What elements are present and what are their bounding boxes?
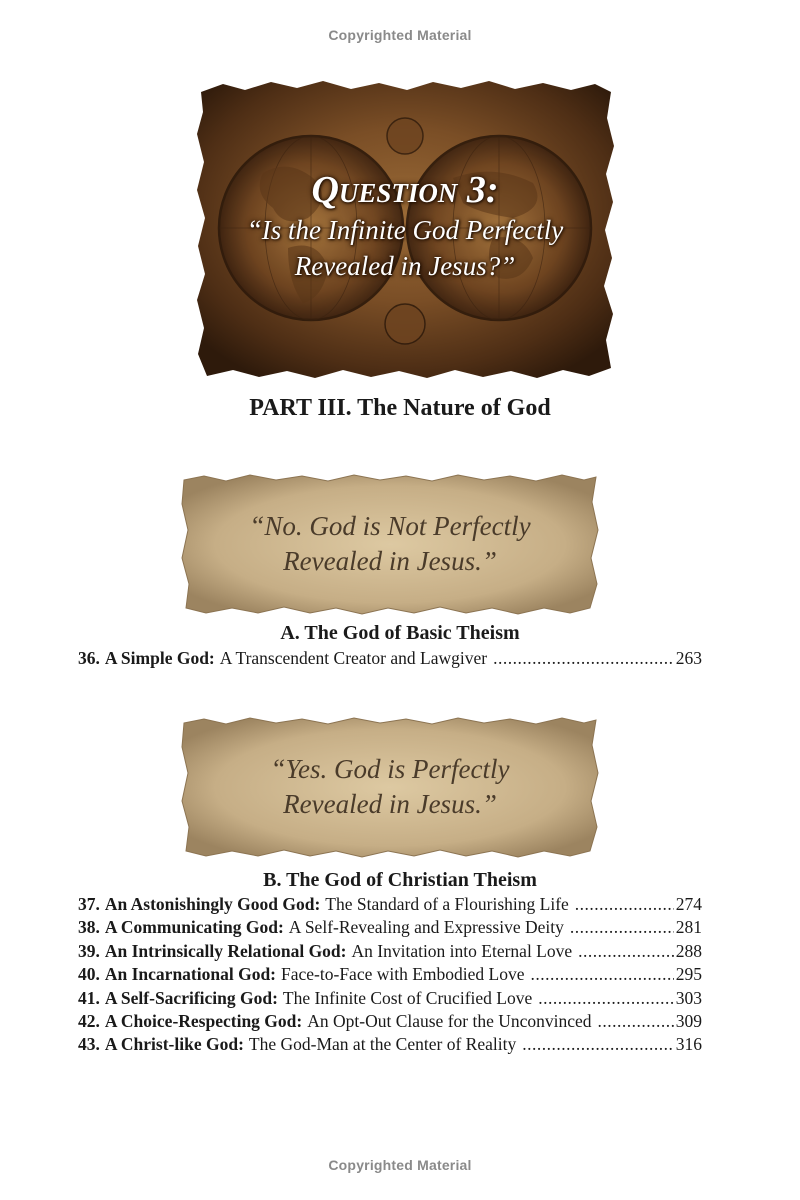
toc-entry-number: 42.: [78, 1010, 100, 1031]
toc-entry: [78, 1011, 702, 1034]
toc-entry-title: An Incarnational God:: [104, 964, 277, 985]
toc-entry-page: 295: [675, 964, 702, 985]
toc-entry-title: A Choice-Respecting God:: [104, 1010, 303, 1031]
toc-entry-number: 41.: [78, 987, 100, 1008]
section-b-toc: [78, 894, 702, 1058]
toc-entry-number: 39.: [78, 940, 100, 961]
copyright-notice-bottom: Copyrighted Material: [328, 1157, 472, 1173]
section-b-title: B. The God of Christian Theism: [263, 869, 537, 891]
toc-entry-page: 274: [675, 894, 702, 914]
toc-entry-description: An Invitation into Eternal Love: [351, 940, 573, 961]
toc-entry-page: 316: [675, 1034, 702, 1055]
toc-entry-number: 38.: [78, 917, 100, 938]
copyright-notice-top: Copyrighted Material: [328, 27, 472, 43]
toc-entry: [78, 917, 702, 940]
toc-entry: [78, 648, 702, 671]
toc-entry-number: 36.: [78, 648, 100, 668]
toc-entry-title: An Intrinsically Relational God:: [104, 940, 347, 961]
question-title: Question 3:: [311, 169, 499, 211]
toc-leader-dots: [493, 648, 674, 669]
toc-entry: [78, 964, 702, 987]
toc-entry-title: A Communicating God:: [104, 917, 284, 938]
toc-entry-description: A Self-Revealing and Expressive Deity: [288, 917, 564, 938]
toc-entry-page: 288: [675, 940, 702, 961]
question-subtitle-line1: “Is the Infinite God Perfectly: [246, 215, 564, 245]
toc-entry: [78, 1034, 702, 1057]
toc-entry-title: A Simple God:: [104, 648, 215, 668]
toc-leader-dots: [522, 1034, 674, 1055]
toc-leader-dots: [575, 894, 674, 915]
toc-entry-number: 37.: [78, 894, 100, 914]
toc-entry-description: Face-to-Face with Embodied Love: [281, 964, 525, 985]
part-title: PART III. The Nature of God: [249, 395, 551, 421]
question-subtitle-line2: Revealed in Jesus?”: [294, 251, 516, 281]
toc-entry-description: The God-Man at the Center of Reality: [248, 1034, 517, 1055]
toc-entry: [78, 894, 702, 917]
toc-entry: [78, 988, 702, 1011]
toc-leader-dots: [578, 941, 674, 962]
toc-leader-dots: [538, 988, 674, 1009]
toc-leader-dots: [530, 964, 673, 985]
toc-entry-page: 309: [675, 1010, 702, 1031]
toc-entry-description: The Infinite Cost of Crucified Love: [282, 987, 533, 1008]
section-a-title: A. The God of Basic Theism: [280, 622, 520, 644]
toc-entry-title: A Self-Sacrificing God:: [104, 987, 278, 1008]
answer-no-banner: [178, 472, 602, 616]
toc-entry-number: 43.: [78, 1034, 100, 1055]
toc-leader-dots: [570, 917, 674, 938]
toc-entry-description: A Transcendent Creator and Lawgiver: [219, 648, 488, 668]
toc-entry-page: 303: [675, 987, 702, 1008]
toc-entry-description: The Standard of a Flourishing Life: [325, 894, 569, 914]
toc-leader-dots: [598, 1011, 674, 1032]
toc-entry: [78, 941, 702, 964]
toc-entry-title: A Christ-like God:: [104, 1034, 244, 1055]
toc-entry-description: An Opt-Out Clause for the Unconvinced: [307, 1010, 592, 1031]
answer-yes-banner: [178, 715, 602, 859]
toc-entry-number: 40.: [78, 964, 100, 985]
answer-no-line2: Revealed in Jesus.”: [283, 546, 497, 576]
toc-entry-page: 263: [675, 648, 702, 668]
answer-yes-line1: “Yes. God is Perfectly: [270, 754, 510, 784]
answer-yes-line2: Revealed in Jesus.”: [283, 789, 497, 819]
section-a-toc: [78, 648, 702, 671]
toc-entry-title: An Astonishingly Good God:: [104, 894, 321, 914]
toc-entry-page: 281: [675, 917, 702, 938]
answer-no-line1: “No. God is Not Perfectly: [249, 511, 531, 541]
question-banner: [193, 78, 617, 382]
